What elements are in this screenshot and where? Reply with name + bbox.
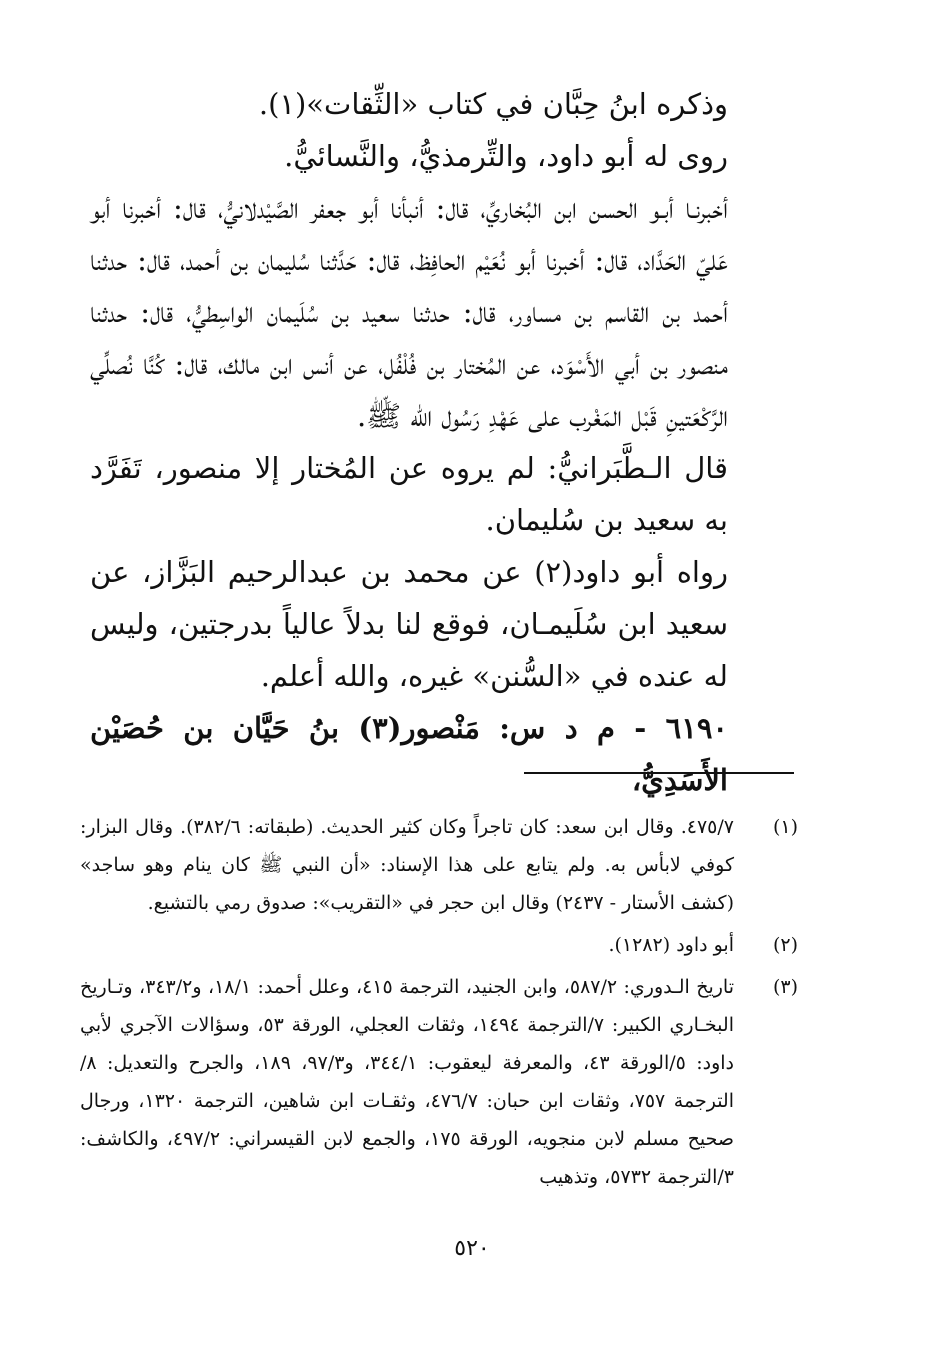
footnote-text: أبو داود (١٢٨٢). <box>608 934 734 956</box>
footnote <box>80 926 798 964</box>
footnote-text: تاريخ الـدوري: ٥٨٧/٢، وابن الجنيد، الترجمة ٤١٥، وعلل أحمد: ١٨/١، و٣٤٣/٢، وتـاريخ البخـاري الكبير: ٧/الترجمة ١٤٩٤، وثقات العجلي، الورقة ٥٣، وسؤالات الآجري لأبي داود: ٥/الورقة ٤٣، والمعرفة ليعقوب: ٣٤٤/١، و٩٧/٣، ١٨٩، والجرح والتعديل: ٨/الترجمة ٧٥٧، وثقات ابن حبان: ٤٧٦/٧، وثقـات ابن شاهين، الترجمة ١٣٢٠، ورجال صحيح مسلم لابن منجويه، الورقة ١٧٥، والجمع لابن القيسراني: ٤٩٧/٢، والكاشف: ٣/الترجمة ٥٧٣٢، وتذهيب <box>80 976 735 1188</box>
footnote-number: (١) <box>772 816 798 838</box>
footnote <box>80 968 798 1196</box>
page-number: ٥٢٠ <box>454 1236 490 1261</box>
paragraph-tabarani: قال الـطَّبَرانيُّ: لم يروه عن المُختار إلا منصور، تَفَرَّد به سعيد بن سُليمان. <box>90 451 728 537</box>
footnotes <box>80 808 798 1200</box>
footnote-number: (٢) <box>772 934 798 956</box>
footnote-text: ٤٧٥/٧. وقال ابن سعد: كان تاجراً وكان كثير الحديث. (طبقاته: ٣٨٢/٦). وقال البزار: كوفي لابأس به. ولم يتابع على هذا الإسناد: «أن النبي ﷺ كان ينام وهو ساجد» (كشف الأستار - ٢٤٣٧) وقال ابن حجر في «التقريب»: صدوق رمي بالتشيع. <box>80 816 734 914</box>
paragraph-abu-dawud: رواه أبو داود(٢) عن محمد بن عبدالرحيم البَزَّاز، عن سعيد ابن سُلَيمـان، فوقع لنا بدلاً عالياً بدرجتين، وليس له عنده في «السُّنن» غيره، والله أعلم. <box>90 555 728 693</box>
paragraph-narrators: روى له أبو داود، والتِّرمذيُّ، والنَّسائيُّ. <box>284 139 728 173</box>
footnote-number: (٣) <box>772 976 798 998</box>
footnote-separator <box>524 772 794 774</box>
paragraph-isnad: أخبرنـا أبـو الحسن ابن البُخاريِّ، قال: أنبأنا أبو جعفر الصَّيْدلانيُّ، قال: أخبرنا أبو عَليّ الحَدَّاد، قال: أخبرنا أبو نُعَيْم الحافِظ، قال: حَدَّثنا سُليمان بن أحمد، قال: حدثنا أحمد بن القاسم بن مساور، قال: حدثنا سعيد بن سُلَيمان الواسِطيُّ، قال: حدثنا منصور بن أبي الأَسْوَد، عن المُختار بن فُلْفُل، عن أنس ابن مالك، قال: كُنَّا نُصلِّي الرَّكْعَتينِ قَبْل المَغْرب على عَهْدِ رَسُول الله ﷺ. <box>90 191 728 433</box>
entry-heading: ٦١٩٠ - م د س: مَنْصور(٣) بنُ حَيَّان بن حُصَيْن الأَسَدِيُّ، <box>90 711 728 797</box>
paragraph-ibn-hibban: وذكره ابنُ حِبَّان في كتاب «الثِّقات»(١). <box>258 87 728 121</box>
main-text <box>90 78 792 806</box>
footnote <box>80 808 798 922</box>
